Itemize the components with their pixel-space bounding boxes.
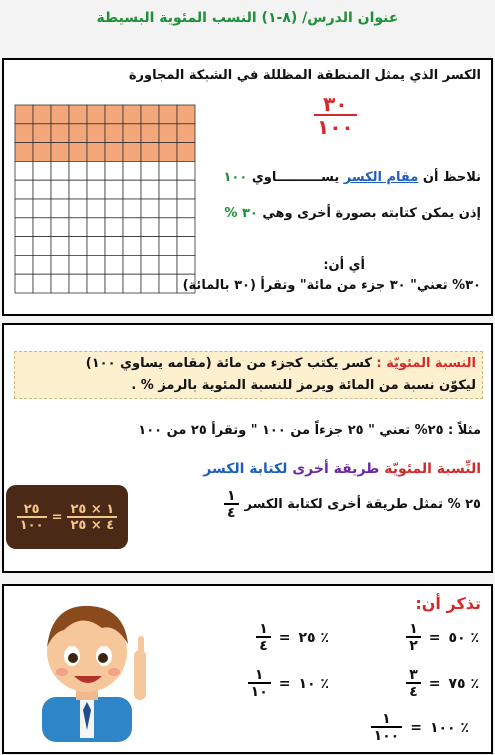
grid-cell [33,274,51,293]
whole-percent: ١٠٠ ٪ [429,719,469,736]
grid-cell [69,255,87,274]
section1-heading: الكسر الذي يمثل المنطقة المظللة في الشبكة المجاورة [128,68,481,83]
grid-cell [177,161,195,180]
grid-cell-shaded [123,105,141,124]
equals-sign: = [278,629,291,646]
grid-cell [141,161,159,180]
equals-sign: = [428,629,441,646]
grid-cell-shaded [33,143,51,162]
quarter-denominator: ٤ [224,503,239,520]
grid-cell-shaded [51,124,69,143]
grid-cell [87,237,105,256]
quarter-den: ٤ [256,636,271,653]
grid-cell [15,237,33,256]
three-quarters-fraction [406,668,421,699]
grid-cell-shaded [15,105,33,124]
grid-cell [33,161,51,180]
conversion-box [6,485,128,549]
note-term: مقام الكسر [343,170,419,185]
grid-cell-shaded [87,143,105,162]
grid-cell-shaded [69,105,87,124]
grid-cell [159,180,177,199]
grid-cell-shaded [123,143,141,162]
conversion-right-den: ١٠٠ [17,516,47,532]
grid-cell [87,199,105,218]
alt-purple: طريقة أخرى [292,461,380,477]
quarter-num: ١ [259,621,268,637]
grid-cell [33,218,51,237]
conversion-left-den: ٤ × ٢٥ [67,516,117,532]
definition-box [14,351,483,399]
whole-fraction [371,712,403,743]
grid-cell [69,161,87,180]
grid-cell [123,180,141,199]
rewrite-value: ٣٠ % [224,206,258,221]
section-fraction-grid [2,58,493,316]
grid-cell [159,199,177,218]
grid-cell [51,237,69,256]
grid-cell-shaded [87,105,105,124]
three-quarters-num: ٣ [409,667,418,683]
grid-cell-shaded [159,124,177,143]
grid-cell-shaded [33,105,51,124]
grid-cell [123,274,141,293]
grid-cell [87,161,105,180]
remember-items [189,622,489,752]
grid-cell [123,255,141,274]
grid-cell [105,180,123,199]
grid-cell [159,237,177,256]
note-prefix: نلاحظ أن [422,170,481,185]
quarter-numerator: ١ [227,488,236,504]
grid-cell-shaded [105,143,123,162]
quarter-fraction-r [256,622,271,653]
fraction-denominator: ١٠٠ [314,114,357,137]
grid-cell [87,180,105,199]
grid-cell-shaded [69,124,87,143]
grid-cell [15,274,33,293]
conversion-result [17,503,47,532]
quarter-percent: ٢٥ ٪ [298,629,329,646]
alt-heading [203,461,481,477]
grid-cell [123,218,141,237]
definition-line1 [21,353,476,375]
tenth-fraction [248,668,271,699]
grid-cell [123,161,141,180]
grid-cell-shaded [141,105,159,124]
grid-cell-shaded [159,143,177,162]
conversion-step [67,503,117,532]
grid-cell [105,218,123,237]
grid-cell-shaded [141,143,159,162]
grid-cell-shaded [69,143,87,162]
three-quarters-den: ٤ [406,682,421,699]
remember-item-three-quarters [406,668,479,699]
grid-cell [141,274,159,293]
grid-cell [123,237,141,256]
means-label: أي أن: [323,258,365,273]
grid-cell [141,255,159,274]
grid-cell [51,199,69,218]
conversion-left-num: ١ × ٢٥ [70,501,115,517]
grid-cell [159,255,177,274]
grid-cell [159,274,177,293]
grid-cell [15,218,33,237]
grid-cell-shaded [141,124,159,143]
grid-cell-shaded [105,105,123,124]
grid-cell [87,255,105,274]
grid-cell [87,274,105,293]
half-percent: ٥٠ ٪ [448,629,479,646]
tenth-percent: ١٠ ٪ [298,675,329,692]
definition-term: النسبة المئويّة : [376,356,476,371]
grid-cell [15,161,33,180]
tenth-num: ١ [254,667,264,683]
grid-cell [177,237,195,256]
grid-cell [15,180,33,199]
whole-num: ١ [382,711,391,727]
grid-cell [141,218,159,237]
grid-cell-shaded [123,124,141,143]
grid-cell-shaded [15,124,33,143]
tenth-den: ١٠ [248,682,271,699]
three-quarters-percent: ٧٥ ٪ [448,675,479,692]
grid-cell [69,180,87,199]
grid-cell [51,180,69,199]
quarter-fraction [224,489,239,520]
remember-item-half [406,622,479,653]
half-den: ٢ [406,636,421,653]
example-text: مثلاً : ٢٥% تعني " ٢٥ جزءاً من ١٠٠ " وتقرأ ٢٥ من ١٠٠ [138,423,481,438]
grid-cell [69,199,87,218]
quarter-text: ٢٥ % تمثل طريقة أخرى لكتابة الكسر [244,497,481,512]
conversion-equals: = [51,509,63,525]
definition-text1: كسر يكتب كجزء من مائة (مقامه يساوي ١٠٠) [85,356,372,371]
note-suffix: يســــــــــاوي [251,170,340,185]
grid-cell-shaded [33,124,51,143]
grid-cell [123,199,141,218]
whole-den: ١٠٠ [371,726,403,743]
remember-item-whole [371,712,469,743]
rewrite-line [224,206,481,221]
grid-cell [105,237,123,256]
grid-cell-shaded [15,143,33,162]
grid-cell [177,255,195,274]
equals-sign: = [410,719,422,736]
grid-cell [51,161,69,180]
section-remember [2,584,493,754]
grid-cell [105,255,123,274]
grid-cell [15,255,33,274]
grid-cell [33,237,51,256]
hundred-grid [14,104,196,294]
grid-cell [87,218,105,237]
equals-sign: = [428,675,441,692]
definition-line2: ليكوّن نسبة من المائة ويرمز للنسبة المئوية بالرمز % . [131,378,476,393]
fraction-numerator: ٣٠ [323,92,348,116]
grid-cell [105,161,123,180]
shaded-fraction [314,94,357,137]
grid-cell [105,274,123,293]
remember-item-quarter [256,622,329,653]
grid-cell [177,199,195,218]
grid-cell-shaded [51,143,69,162]
grid-cell [177,218,195,237]
grid-cell [105,199,123,218]
grid-cell [51,255,69,274]
grid-cell [51,218,69,237]
alt-blue: لكتابة الكسر [203,461,288,477]
grid-cell-shaded [51,105,69,124]
grid-cell [141,180,159,199]
grid-cell-shaded [105,124,123,143]
remember-item-tenth [248,668,329,699]
grid-cell [33,199,51,218]
remember-heading: تذكر أن: [415,594,481,613]
grid-cell [69,237,87,256]
grid-cell-shaded [177,143,195,162]
note-value: ١٠٠ [223,170,248,185]
grid-cell [51,274,69,293]
grid-cell-shaded [177,124,195,143]
conversion-right-num: ٢٥ [23,501,40,517]
quarter-line [224,489,481,520]
grid-cell [69,218,87,237]
grid-cell [33,255,51,274]
grid-cell [69,274,87,293]
grid-cell [141,237,159,256]
grid-cell [159,218,177,237]
denominator-note [223,170,481,185]
grid-cell [177,180,195,199]
alt-red: النِّسبة المئويّة [384,461,481,477]
grid-cell-shaded [159,105,177,124]
grid-cell-shaded [87,124,105,143]
equals-sign: = [278,675,291,692]
boy-illustration-icon [12,592,162,742]
grid-cell [141,199,159,218]
grid-cell [33,180,51,199]
grid-cell [159,161,177,180]
grid-cell [15,199,33,218]
rewrite-text: إذن يمكن كتابته بصورة أخرى وهي [262,206,481,221]
lesson-title: عنوان الدرس/ (٨-١) النسب المئوية البسيطة [96,10,399,26]
section-percent-definition [2,323,493,573]
means-text: ٣٠% تعني" ٣٠ جزء من مائة" وتقرأ (٣٠ بالمائة) [182,278,481,293]
half-fraction [406,622,421,653]
grid-cell-shaded [177,105,195,124]
half-num: ١ [409,621,418,637]
